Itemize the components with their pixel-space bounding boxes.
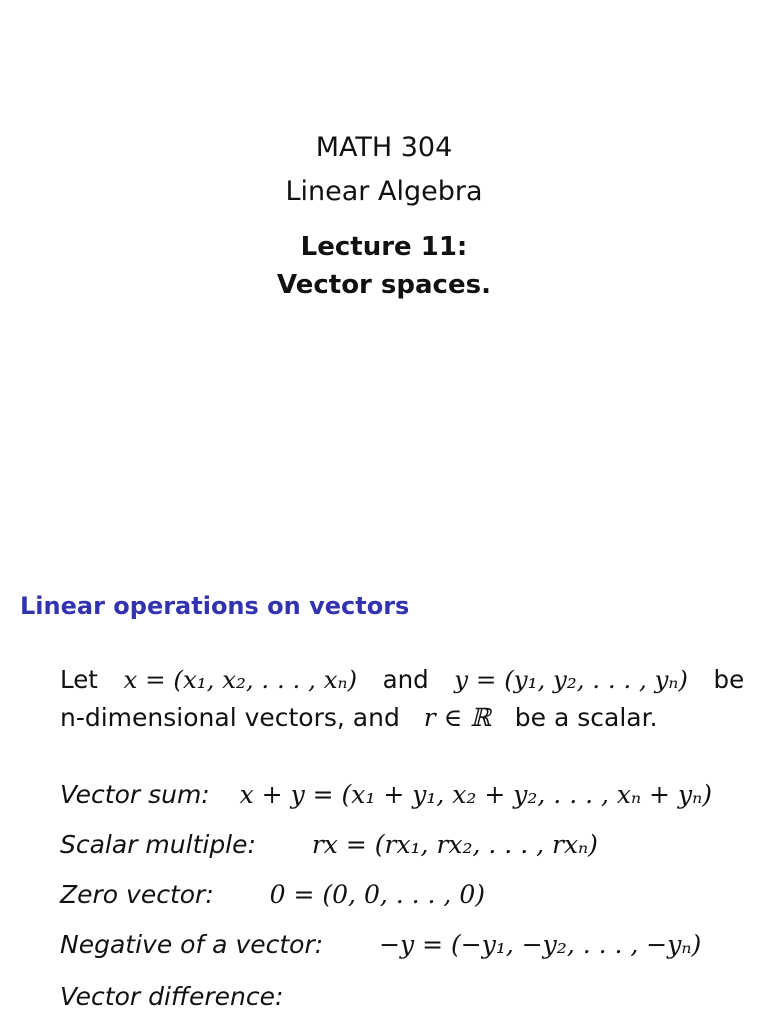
definition-label: Zero vector: xyxy=(60,880,214,909)
definition-formula: −y = (−y₁, −y₂, . . . , −yₙ) xyxy=(379,930,702,959)
intro-and: and xyxy=(382,665,429,694)
content-slide xyxy=(0,520,768,1024)
course-subject: Linear Algebra xyxy=(285,176,483,207)
definition-label: Vector difference: xyxy=(60,982,284,1011)
definition-vector-sum xyxy=(60,780,712,809)
slide-heading: Linear operations on vectors xyxy=(20,592,410,620)
definition-formula: x + y = (x₁ + y₁, x₂ + y₂, . . . , xₙ + yₙ) xyxy=(239,780,712,809)
r-definition: r ∈ ℝ xyxy=(423,703,491,732)
course-code: MATH 304 xyxy=(315,132,453,163)
definition-label: Vector sum: xyxy=(60,780,210,809)
intro-dimension-text: n-dimensional vectors, and xyxy=(60,703,400,732)
intro-scalar-text: be a scalar. xyxy=(514,703,658,732)
definition-scalar-multiple xyxy=(60,830,598,859)
intro-let: Let xyxy=(60,665,98,694)
definition-label: Negative of a vector: xyxy=(60,930,324,959)
lecture-number: Lecture 11: xyxy=(300,232,468,262)
definition-vector-difference xyxy=(60,982,283,1011)
x-definition: x = (x₁, x₂, . . . , xₙ) xyxy=(123,665,358,694)
definition-formula: 0 = (0, 0, . . . , 0) xyxy=(269,880,485,909)
definition-negative xyxy=(60,930,701,959)
y-definition: y = (y₁, y₂, . . . , yₙ) xyxy=(454,665,688,694)
definition-label: Scalar multiple: xyxy=(60,830,256,859)
intro-be: be xyxy=(713,665,745,694)
intro-line-2 xyxy=(60,703,658,732)
definition-formula: rx = (rx₁, rx₂, . . . , rxₙ) xyxy=(311,830,598,859)
lecture-topic: Vector spaces. xyxy=(277,270,491,300)
intro-line-1 xyxy=(60,665,744,694)
definition-zero-vector xyxy=(60,880,485,909)
